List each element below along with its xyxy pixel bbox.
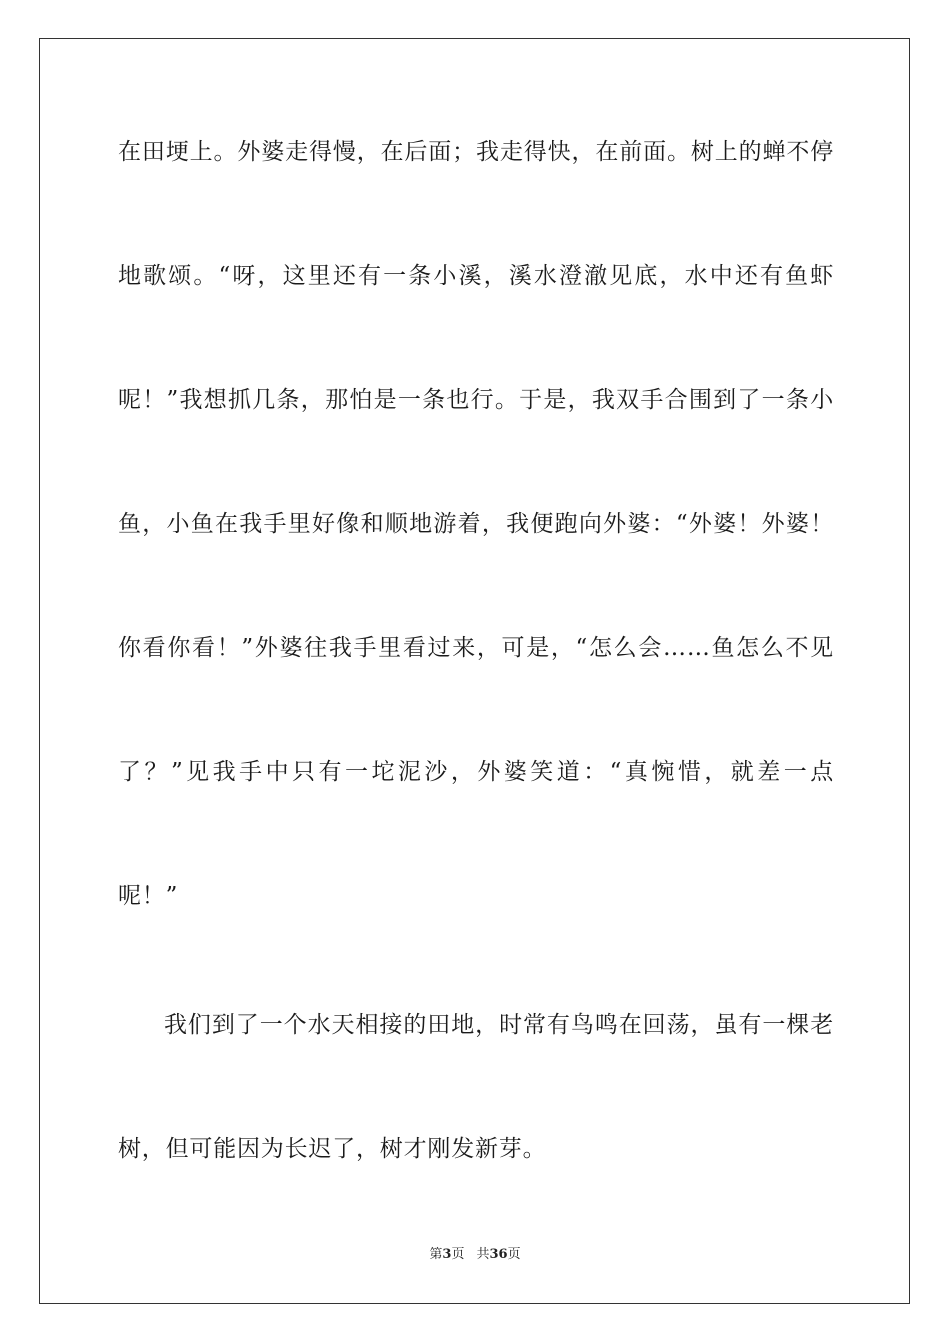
text-line-3: 呢！”我想抓几条，那怕是一条也行。于是，我双手合围到了一条小 <box>118 387 834 413</box>
footer-total-pages: 36 <box>489 1247 508 1262</box>
footer-page-number: 3 <box>442 1247 452 1262</box>
page-border <box>39 38 910 1304</box>
text-line-2: 地歌颂。“呀，这里还有一条小溪，溪水澄澈见底，水中还有鱼虾 <box>118 263 834 289</box>
text-line-4: 鱼，小鱼在我手里好像和顺地游着，我便跑向外婆：“外婆！外婆！ <box>118 511 834 537</box>
text-line-9: 树，但可能因为长迟了，树才刚发新芽。 <box>118 1136 547 1162</box>
footer-page-suffix: 页 <box>451 1247 465 1262</box>
text-line-7: 呢！” <box>118 883 179 909</box>
footer-total-suffix: 页 <box>507 1247 521 1262</box>
text-line-1: 在田埂上。外婆走得慢，在后面；我走得快，在前面。树上的蝉不停 <box>118 139 834 165</box>
text-line-8: 我们到了一个水天相接的田地，时常有鸟鸣在回荡，虽有一棵老 <box>164 1012 834 1038</box>
text-line-6: 了？”见我手中只有一坨泥沙，外婆笑道：“真惋惜，就差一点 <box>118 759 834 785</box>
text-line-5: 你看你看！”外婆往我手里看过来，可是，“怎么会……鱼怎么不见 <box>118 635 834 661</box>
footer-total-prefix: 共 <box>476 1247 490 1262</box>
footer-page-prefix: 第 <box>429 1247 443 1262</box>
page-footer <box>0 1246 950 1264</box>
